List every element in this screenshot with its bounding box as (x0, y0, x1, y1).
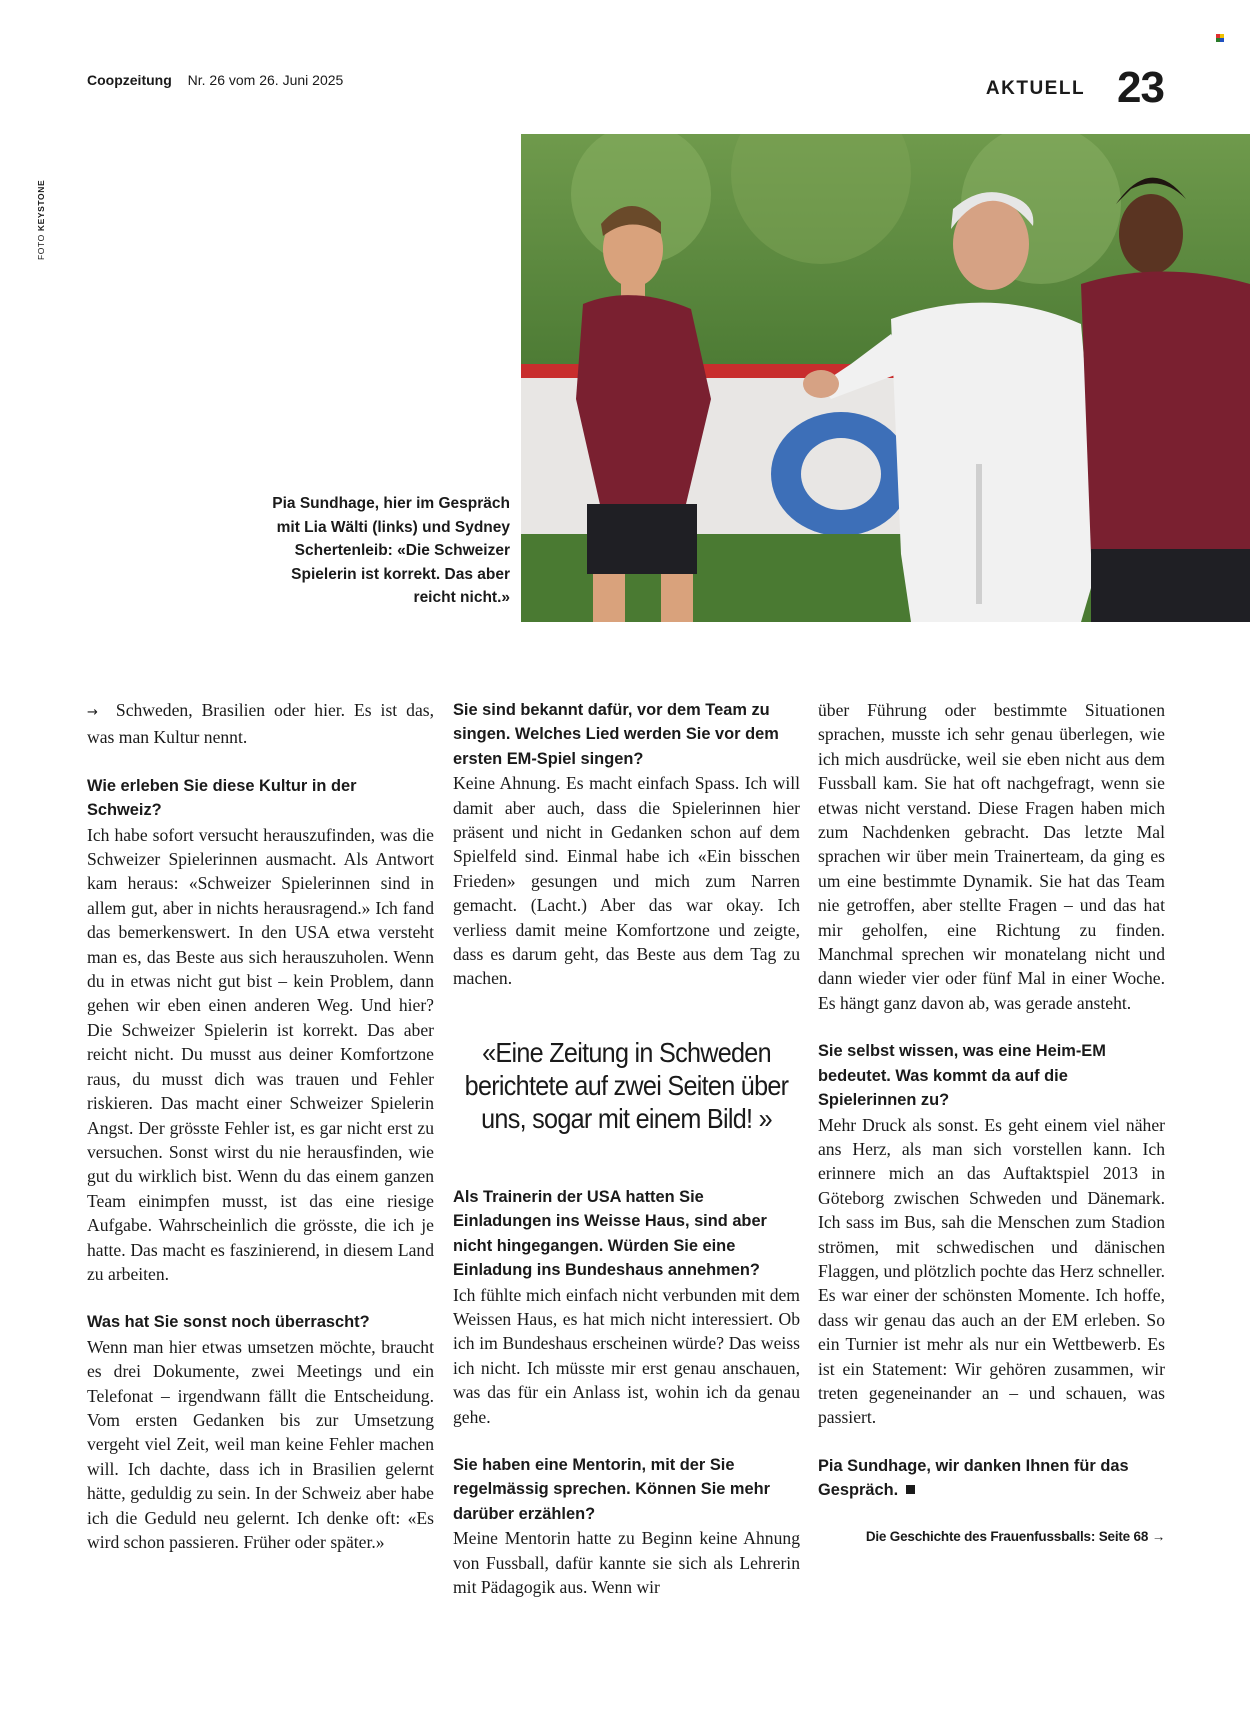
interview-answer: Mehr Druck als sonst. Es geht einem viel näher ans Herz, als man sich vorstellen kann. Ich erinnere mich an das Auftaktspiel 2013 in Göteborg zwischen Schweden und Dänemark. Ich sass im Bus, sah die Menschen zum Stadion strömen, mit schwedischen und dänischen Flaggen, und plötzlich pochte das Herz schneller. Es war einer der schönsten Momente. Ich hoffe, dass wir genau das auch an der EM erleben. So ein Turnier ist mehr als nur ein Wettbewerb. Es ist ein Statement: Wir gehören zusammen, wir treten gegeneinander an – und schauen, was passiert. (818, 1114, 1165, 1428)
closing-text: Pia Sundhage, wir danken Ihnen für das Gespräch. (818, 1456, 1129, 1500)
interview-answer: Ich habe sofort versucht herauszufinden, was die Schweizer Spielerinnen ausmacht. Als Antwort kam heraus: «Schweizer Spielerinnen sind in allem gut, aber in nichts herausragend.» Ich fand das bemerkenswert. In den USA etwa versteht man es, das Beste aus sich herauszuholen. Wenn du in etwas nicht gut bist – kein Problem, dann gehen wir eben einen anderen Weg. Und hier? Die Schweizer Spielerin ist korrekt. Das aber reicht nicht. Du musst aus deiner Komfortzone raus, du musst dich was trauen und Fehler riskieren. Das macht einer Schweizer Spielerin Angst. Der grösste Fehler ist, es gar nicht erst zu versuchen. Sonst wirst du nie herausfinden, wie gut du wirklich bist. Wenn du das einem ganzen Team einimpfen musst, ist das eine riesige Aufgabe. Wahrscheinlich die grösste, die ich je hatte. Das macht es faszinierend, in diesem Land zu arbeiten. (87, 824, 434, 1284)
paragraph (87, 698, 434, 750)
interview-answer: über Führung oder bestimmte Situationen sprachen, musste ich sehr genau überlegen, wie ich mich ausdrücke, weil sie eben nicht aus dem Fussball kam. Sie hat oft nachgefragt, wenn sie etwas nicht verstand. Diese Fragen haben mich zum Nachdenken gebracht. Das letzte Mal sprachen wir über mein Trainerteam, da ging es um eine bestimmte Dynamik. Sie hat das Team nie getroffen, aber stellte Fragen – und das hat mir geholfen, eine Richtung zu finden. Manchmal sprechen wir monatelang nicht und dann wieder vier oder fünf Mal in einer Woche. Es hängt ganz davon ab, was gerade ansteht. (818, 700, 1165, 1013)
pull-quote: «Eine Zeitung in Schweden berichtete auf zwei Seiten über uns, sogar mit einem Bild! » (464, 1036, 789, 1134)
interview-answer: Meine Mentorin hatte zu Beginn keine Ahnung von Fussball, dafür kannte sie sich als Lehrerin mit Pädagogik aus. Wenn wir (453, 1528, 800, 1597)
print-registration-mark (1216, 34, 1224, 42)
interview-question: Sie sind bekannt dafür, vor dem Team zu singen. Welches Lied werden Sie vor dem ersten EM-Spiel singen? (453, 701, 779, 768)
closing-line (818, 1454, 1165, 1503)
interview-question: Was hat Sie sonst noch überrascht? (87, 1313, 370, 1332)
publication-name: Coopzeitung (87, 72, 172, 88)
photo-credit (36, 180, 46, 260)
photo-caption: Pia Sundhage, hier im Gespräch mit Lia Wälti (links) und Sydney Schertenleib: «Die Schweizer Spielerin ist korrekt. Das aber reicht nicht.» (272, 495, 510, 606)
interview-question: Wie erleben Sie diese Kultur in der Schweiz? (87, 776, 357, 820)
cross-reference-link[interactable]: Die Geschichte des Frauenfussballs: Seite 68 → (865, 1528, 1165, 1544)
page-header-right (985, 63, 1164, 112)
article-column-2 (453, 698, 800, 1599)
interview-answer: Keine Ahnung. Es macht einfach Spass. Ich will damit aber auch, dass die Spielerinnen hier präsent und nicht in Gedanken schon auf dem Spielfeld sind. Einmal habe ich «Ein bisschen Frieden» gesungen und mich zum Narren gemacht. (Lacht.) Aber das war okay. Ich verliess damit meine Komfortzone und zeigte, dass es darum geht, das Beste aus dem Tag zu machen. (453, 773, 800, 989)
photo-illustration (521, 134, 1250, 622)
article-column-3 (818, 698, 1165, 1549)
section-label: AKTUELL (985, 78, 1086, 99)
article-photo (521, 134, 1250, 622)
interview-question: Als Trainerin der USA hatten Sie Einladungen ins Weisse Haus, sind aber nicht hingegangen. Würden Sie eine Einladung ins Bundeshaus annehmen? (453, 1187, 767, 1280)
interview-answer: Ich fühlte mich einfach nicht verbunden mit dem Weissen Haus, es hat mich nicht interessiert. Ob ich im Bundeshaus erscheinen würde? Das weiss ich nicht. Ich müsste mir erst genau anschauen, was das für ein Anlass ist, wohin ich da genau gehe. (453, 1284, 800, 1427)
interview-answer: Wenn man hier etwas umsetzen möchte, braucht es drei Dokumente, zwei Meetings und ein Telefonat – irgendwann fällt die Entscheidung. Vom ersten Gedanken bis zur Umsetzung vergeht viel Zeit, weil man keine Fehler machen will. Ich dachte, dass ich in Brasilien gelernt hätte, geduldig zu sein. In der Schweiz aber habe ich die Geduld neu gelernt. Ich denke oft: «Es wird schon passieren. Früher oder später.» (87, 1336, 434, 1552)
page-number: 23 (1117, 63, 1164, 112)
photo-credit-label: FOTO (36, 234, 46, 260)
paragraph-text: Schweden, Brasilien oder hier. Es ist das, was man Kultur nennt. (87, 700, 434, 748)
interview-question: Sie selbst wissen, was eine Heim-EM bedeutet. Was kommt da auf die Spielerinnen zu? (818, 1042, 1106, 1110)
issue-info: Nr. 26 vom 26. Juni 2025 (187, 72, 344, 88)
continuation-arrow-icon: → (87, 705, 98, 720)
interview-question: Sie haben eine Mentorin, mit der Sie regelmässig sprechen. Können Sie mehr darüber erzählen? (453, 1455, 770, 1523)
photo-credit-source: KEYSTONE (36, 179, 46, 232)
end-of-article-icon (906, 1485, 915, 1494)
article-column-1 (87, 698, 434, 1554)
page-header-left (87, 72, 343, 88)
